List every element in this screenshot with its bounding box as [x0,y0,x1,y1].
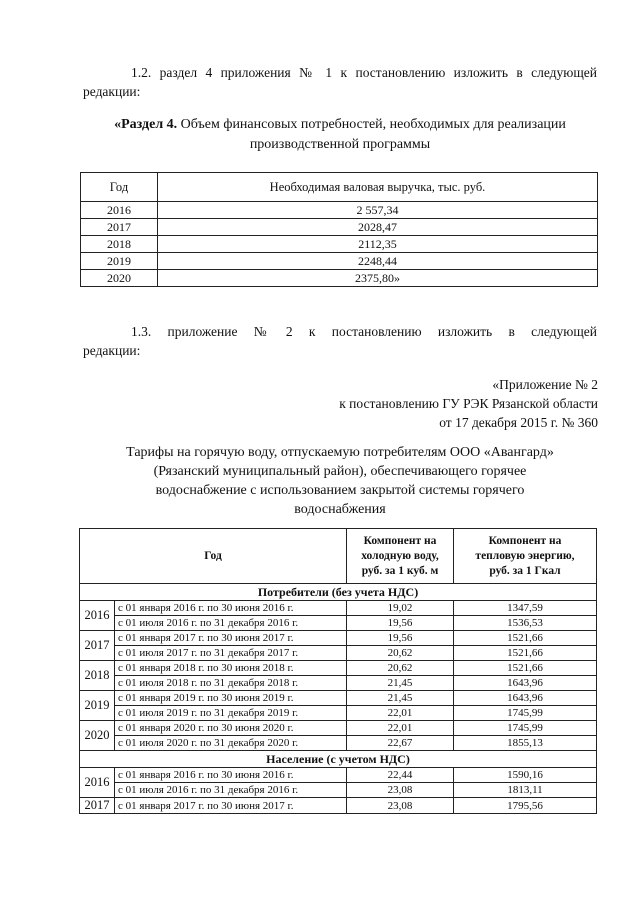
tariff-cold-cell: 20,62 [347,646,454,661]
tariff-col-heat-line2: тепловую энергию, [475,549,575,562]
tariff-col-heat-line1: Компонент на [488,534,562,547]
tariff-period-cell: с 01 июля 2016 г. по 31 декабря 2016 г. [115,616,347,631]
appendix-note-line2: к постановлению ГУ РЭК Рязанской области [339,396,598,411]
tariff-cold-cell: 22,44 [347,768,454,783]
section-4-heading-rest: Объем финансовых потребностей, необходимых для реализации [177,117,566,132]
tariff-row [80,601,597,616]
tariff-heat-cell: 1521,66 [454,631,597,646]
tariff-cold-cell: 21,45 [347,676,454,691]
tariff-table [79,528,597,814]
tariff-section-row [80,584,597,601]
revenue-row [81,270,598,287]
tariff-col-cold [347,529,454,584]
tariff-section-title: Потребители (без учета НДС) [80,584,597,601]
tariff-heat-cell: 1745,99 [454,706,597,721]
tariff-row [80,706,597,721]
revenue-row [81,202,598,219]
tariff-period-cell: с 01 июля 2017 г. по 31 декабря 2017 г. [115,646,347,661]
tariff-title-line1: Тарифы на горячую воду, отпускаемую потребителям ООО «Авангард» [126,445,554,460]
revenue-row [81,219,598,236]
appendix-note-line1: «Приложение № 2 [492,377,598,392]
tariff-row [80,736,597,751]
tariff-row [80,661,597,676]
revenue-year-cell: 2020 [81,270,158,287]
revenue-col-value: Необходимая валовая выручка, тыс. руб. [158,173,598,202]
tariff-title [90,443,590,519]
paragraph-1-2-line2: редакции: [83,84,141,99]
tariff-heat-cell: 1643,96 [454,691,597,706]
tariff-table-body [80,584,597,814]
section-4-heading-line2: производственной программы [249,137,431,152]
tariff-period-cell: с 01 июля 2020 г. по 31 декабря 2020 г. [115,736,347,751]
tariff-heat-cell: 1745,99 [454,721,597,736]
revenue-value-cell: 2375,80» [158,270,598,287]
tariff-row [80,721,597,736]
tariff-cold-cell: 23,08 [347,798,454,814]
revenue-value-cell: 2112,35 [158,236,598,253]
paragraph-1-3-line2: редакции: [83,343,141,358]
tariff-row [80,798,597,814]
revenue-row [81,236,598,253]
section-4-heading-bold: «Раздел 4. [114,117,178,132]
tariff-year-cell: 2017 [80,798,115,814]
revenue-year-cell: 2017 [81,219,158,236]
revenue-table-body [81,202,598,287]
revenue-table-header [81,173,598,202]
tariff-cold-cell: 19,56 [347,631,454,646]
tariff-col-cold-line1: Компонент на [363,534,437,547]
tariff-section-row [80,751,597,768]
tariff-col-heat-line3: руб. за 1 Гкал [489,564,561,577]
tariff-row [80,646,597,661]
tariff-year-cell: 2017 [80,631,115,661]
tariff-cold-cell: 22,67 [347,736,454,751]
tariff-heat-cell: 1521,66 [454,646,597,661]
tariff-table-header [80,529,597,584]
tariff-col-cold-line3: руб. за 1 куб. м [361,564,439,577]
tariff-period-cell: с 01 января 2016 г. по 30 июня 2016 г. [115,601,347,616]
paragraph-1-2 [83,63,597,101]
revenue-table [80,172,598,287]
tariff-cold-cell: 21,45 [347,691,454,706]
tariff-cold-cell: 22,01 [347,721,454,736]
tariff-heat-cell: 1347,59 [454,601,597,616]
appendix-note [339,375,598,432]
tariff-cold-cell: 23,08 [347,783,454,798]
tariff-row [80,783,597,798]
tariff-year-cell: 2016 [80,768,115,798]
tariff-period-cell: с 01 января 2017 г. по 30 июня 2017 г. [115,798,347,814]
tariff-year-cell: 2020 [80,721,115,751]
paragraph-1-3 [83,322,597,360]
revenue-value-cell: 2 557,34 [158,202,598,219]
tariff-period-cell: с 01 января 2020 г. по 30 июня 2020 г. [115,721,347,736]
tariff-cold-cell: 20,62 [347,661,454,676]
tariff-cold-cell: 22,01 [347,706,454,721]
tariff-year-cell: 2019 [80,691,115,721]
tariff-row [80,616,597,631]
revenue-col-year: Год [81,173,158,202]
tariff-section-title: Население (с учетом НДС) [80,751,597,768]
tariff-row [80,768,597,783]
tariff-period-cell: с 01 июля 2019 г. по 31 декабря 2019 г. [115,706,347,721]
tariff-cold-cell: 19,56 [347,616,454,631]
tariff-period-cell: с 01 июля 2018 г. по 31 декабря 2018 г. [115,676,347,691]
tariff-period-cell: с 01 января 2019 г. по 30 июня 2019 г. [115,691,347,706]
appendix-note-line3: от 17 декабря 2015 г. № 360 [439,415,598,430]
revenue-year-cell: 2018 [81,236,158,253]
tariff-title-line4: водоснабжения [294,502,386,517]
revenue-year-cell: 2016 [81,202,158,219]
revenue-year-cell: 2019 [81,253,158,270]
tariff-heat-cell: 1536,53 [454,616,597,631]
tariff-cold-cell: 19,02 [347,601,454,616]
tariff-period-cell: с 01 января 2018 г. по 30 июня 2018 г. [115,661,347,676]
tariff-row [80,676,597,691]
tariff-col-cold-line2: холодную воду, [361,549,439,562]
tariff-col-heat [454,529,597,584]
tariff-period-cell: с 01 января 2016 г. по 30 июня 2016 г. [115,768,347,783]
tariff-heat-cell: 1795,56 [454,798,597,814]
tariff-row [80,691,597,706]
tariff-col-year: Год [80,529,347,584]
tariff-heat-cell: 1855,13 [454,736,597,751]
tariff-heat-cell: 1643,96 [454,676,597,691]
revenue-value-cell: 2028,47 [158,219,598,236]
tariff-heat-cell: 1813,11 [454,783,597,798]
tariff-year-cell: 2016 [80,601,115,631]
tariff-heat-cell: 1521,66 [454,661,597,676]
tariff-title-line3: водоснабжение с использованием закрытой системы горячего [155,483,525,498]
tariff-title-line2: (Рязанский муниципальный район), обеспечивающего горячее [153,464,527,479]
paragraph-1-3-line1: 1.3. приложение № 2 к постановлению изложить в следующей [131,324,597,339]
tariff-heat-cell: 1590,16 [454,768,597,783]
revenue-row [81,253,598,270]
paragraph-1-2-line1: 1.2. раздел 4 приложения № 1 к постановлению изложить в следующей [131,65,597,80]
tariff-period-cell: с 01 июля 2016 г. по 31 декабря 2016 г. [115,783,347,798]
tariff-row [80,631,597,646]
revenue-value-cell: 2248,44 [158,253,598,270]
section-4-heading [80,115,600,155]
tariff-year-cell: 2018 [80,661,115,691]
tariff-period-cell: с 01 января 2017 г. по 30 июня 2017 г. [115,631,347,646]
